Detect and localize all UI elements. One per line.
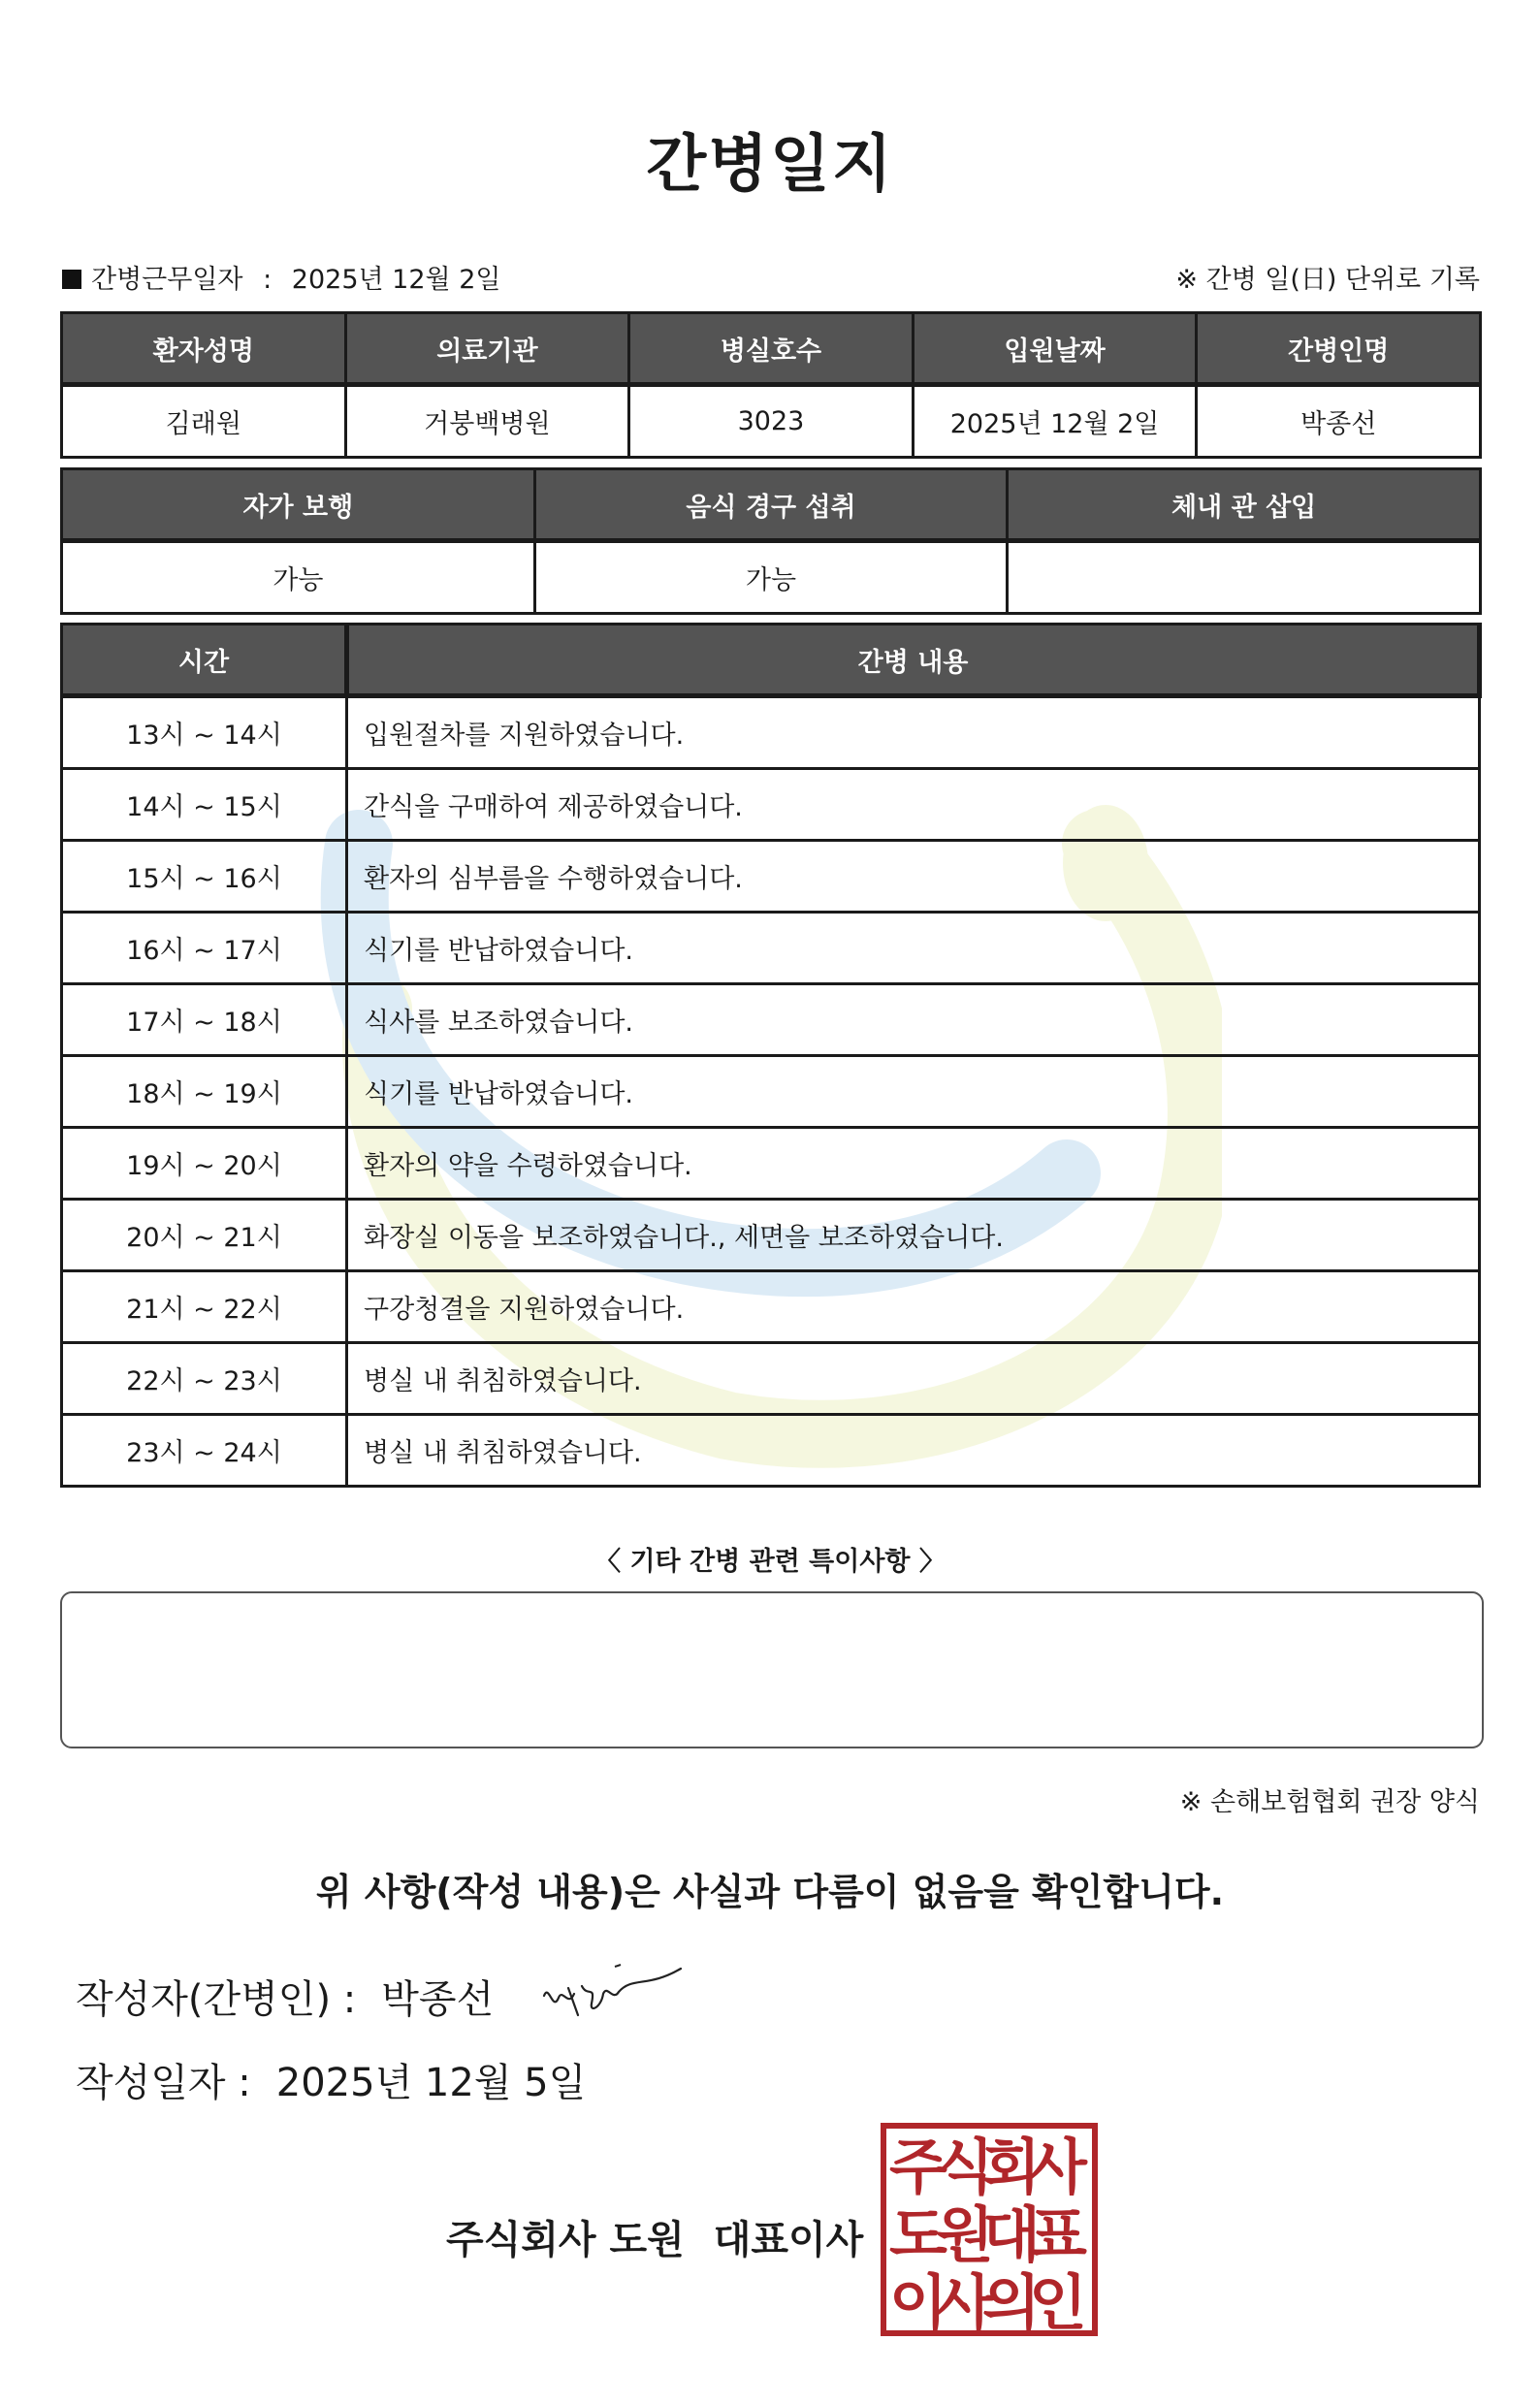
svg-text:대: 대 [982,2199,1041,2270]
header-patient-name: 환자성명 [62,313,346,385]
content-cell: 병실 내 취침하였습니다. [347,1415,1480,1487]
content-cell: 구강청결을 지원하였습니다. [347,1271,1480,1343]
time-cell: 13시 ~ 14시 [62,696,347,769]
table-row [62,913,1480,984]
header-caregiver-name: 간병인명 [1197,313,1481,385]
representative-title: 대표이사 [713,2218,864,2262]
header-time: 시간 [62,625,347,696]
header-oral-intake: 음식 경구 섭취 [534,469,1008,541]
svg-text:인: 인 [1029,2267,1087,2337]
table-row [62,984,1480,1056]
header-admission-date: 입원날짜 [913,313,1197,385]
svg-text:식: 식 [936,2132,994,2202]
recommendation-note: ※ 손해보험협회 권장 양식 [1179,1787,1480,1817]
hospital-name: 거붕백병원 [345,385,629,458]
header-care-content: 간병 내용 [347,625,1480,696]
time-cell: 20시 ~ 21시 [62,1200,347,1271]
admission-date: 2025년 12월 2일 [913,385,1197,458]
svg-text:의: 의 [982,2267,1041,2337]
special-notes-title: 〈 기타 간병 관련 특이사항 〉 [594,1547,946,1577]
company-seal-icon [880,2122,1099,2337]
content-cell: 화장실 이동을 보조하였습니다., 세면을 보조하였습니다. [347,1200,1480,1271]
caregiver-name: 박종선 [1197,385,1481,458]
table-row [62,1200,1480,1271]
time-cell: 18시 ~ 19시 [62,1056,347,1128]
special-notes-box[interactable] [60,1591,1484,1748]
svg-text:주: 주 [889,2132,947,2202]
document-title: 간병일지 [646,129,894,201]
patient-status-table [60,467,1482,615]
written-date-line [76,2052,586,2107]
table-row [62,1415,1480,1487]
time-cell: 16시 ~ 17시 [62,913,347,984]
table-row [62,1056,1480,1128]
table-row [62,696,1480,769]
work-date-label: 간병근무일자 [91,265,243,295]
time-cell: 21시 ~ 22시 [62,1271,347,1343]
company-name: 주식회사 도원 [446,2218,685,2262]
table-row [62,1128,1480,1200]
work-date [62,258,500,296]
header-room: 병실호수 [629,313,914,385]
table-row [62,769,1480,841]
header-self-walking: 자가 보행 [62,469,535,541]
svg-text:표: 표 [1029,2199,1087,2270]
handwritten-signature-icon [539,1959,685,2027]
written-date-label: 작성일자 : [76,2061,251,2105]
time-cell: 15시 ~ 16시 [62,841,347,913]
content-cell: 입원절차를 지원하였습니다. [347,696,1480,769]
table-row [62,841,1480,913]
content-cell: 식기를 반납하였습니다. [347,913,1480,984]
tube-insertion-value [1008,541,1481,614]
content-cell: 식사를 보조하였습니다. [347,984,1480,1056]
patient-info-table [60,311,1482,459]
svg-text:원: 원 [936,2199,994,2270]
work-date-value: 2025년 12월 2일 [291,265,501,295]
unit-note: ※ 간병 일(日) 단위로 기록 [1175,265,1480,295]
svg-text:도: 도 [889,2199,947,2270]
confirmation-statement: 위 사항(작성 내용)은 사실과 다름이 없음을 확인합니다. [315,1871,1225,1913]
table-row [62,1271,1480,1343]
care-log-table [60,623,1482,1488]
writer-label: 작성자(간병인) : [76,1977,357,2022]
time-cell: 22시 ~ 23시 [62,1343,347,1415]
content-cell: 병실 내 취침하였습니다. [347,1343,1480,1415]
content-cell: 환자의 심부름을 수행하였습니다. [347,841,1480,913]
square-bullet-icon [62,270,81,289]
time-cell: 23시 ~ 24시 [62,1415,347,1487]
time-cell: 17시 ~ 18시 [62,984,347,1056]
svg-text:사: 사 [936,2267,994,2337]
svg-text:회: 회 [982,2132,1041,2202]
header-tube-insertion: 체내 관 삽입 [1008,469,1481,541]
written-date-value: 2025년 12월 5일 [275,2061,587,2105]
writer-line [76,1969,494,2024]
self-walking-value: 가능 [62,541,535,614]
table-row [62,1343,1480,1415]
room-number: 3023 [629,385,914,458]
content-cell: 식기를 반납하였습니다. [347,1056,1480,1128]
header-hospital: 의료기관 [345,313,629,385]
patient-name: 김래원 [62,385,346,458]
content-cell: 간식을 구매하여 제공하였습니다. [347,769,1480,841]
svg-text:사: 사 [1029,2132,1087,2202]
work-date-separator: : [263,265,273,295]
time-cell: 19시 ~ 20시 [62,1128,347,1200]
content-cell: 환자의 약을 수령하였습니다. [347,1128,1480,1200]
svg-text:이: 이 [889,2267,947,2337]
oral-intake-value: 가능 [534,541,1008,614]
company-signature-line [446,2209,863,2264]
writer-name: 박종선 [381,1977,495,2022]
time-cell: 14시 ~ 15시 [62,769,347,841]
